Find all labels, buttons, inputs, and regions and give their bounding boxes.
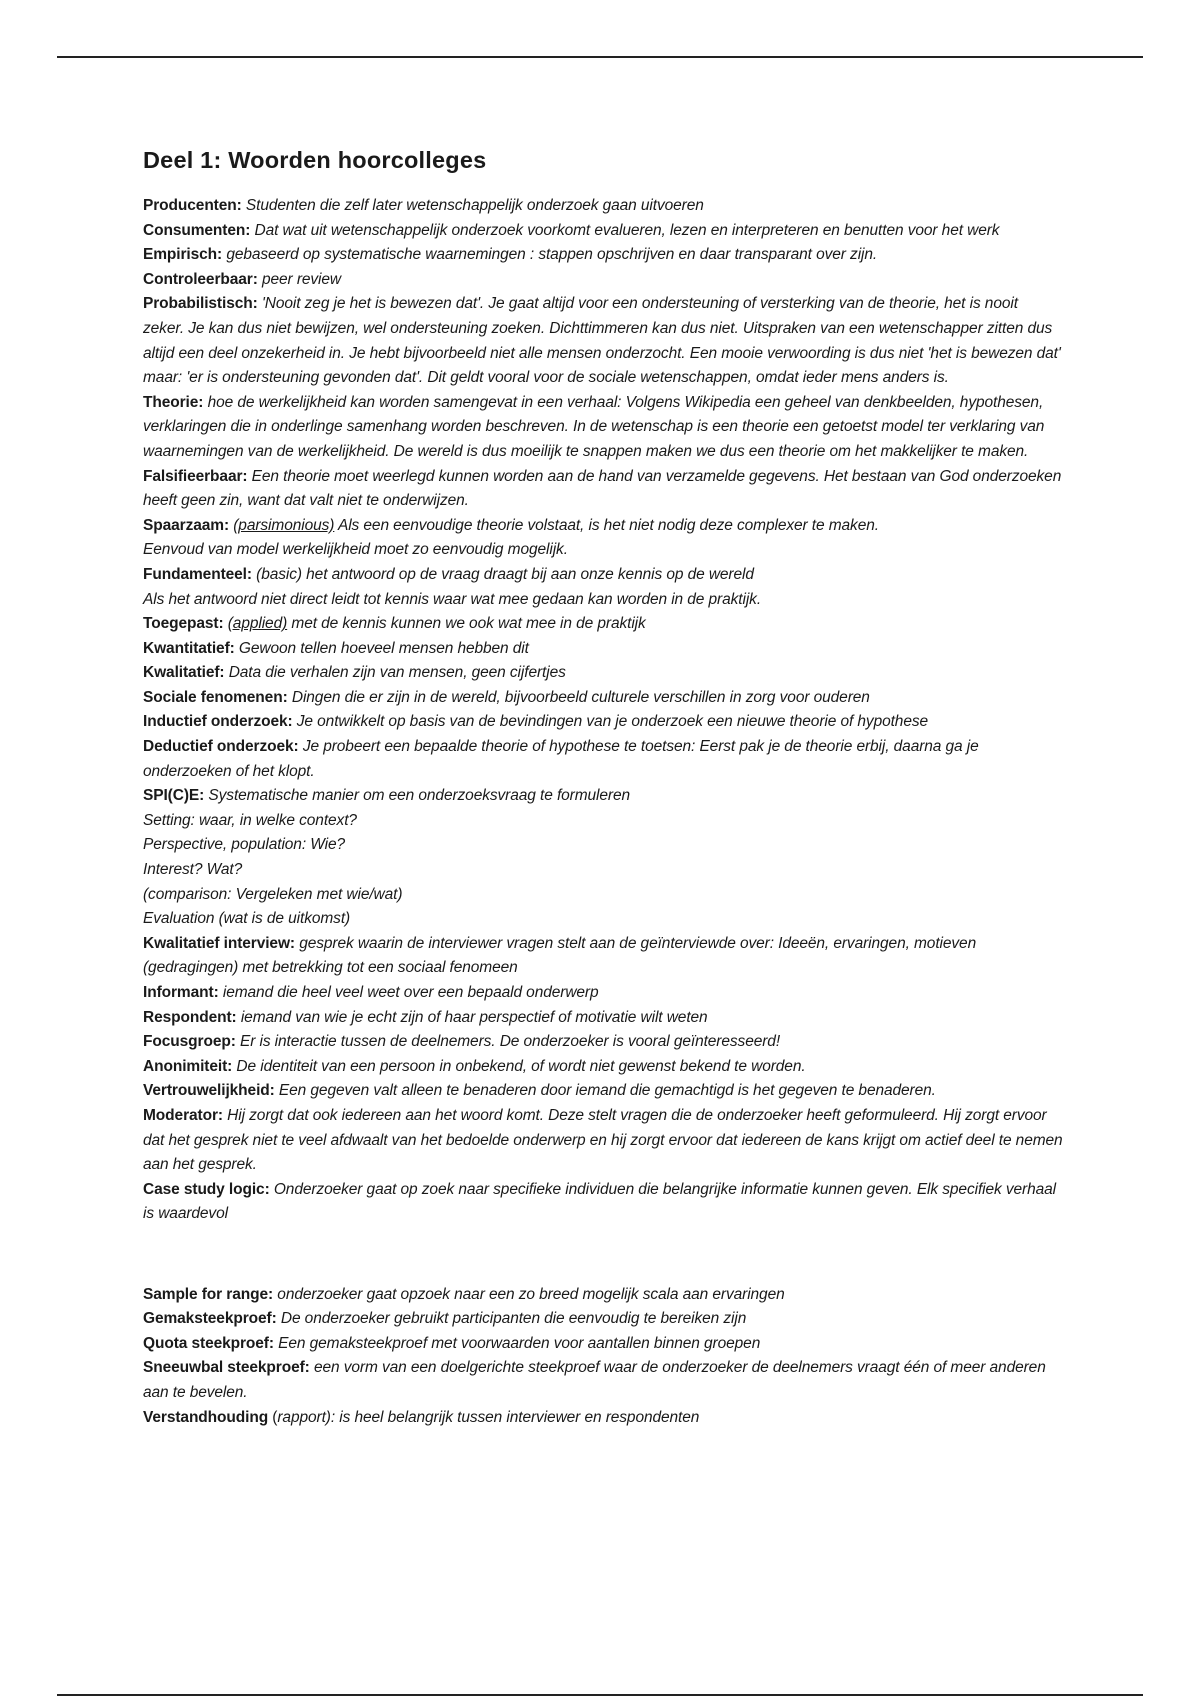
blank-line [143, 1242, 1063, 1267]
entry-term: Sample for range: [143, 1285, 274, 1303]
footer-rule [57, 1694, 1143, 1696]
entry-term: Empirisch: [143, 246, 223, 264]
entry-definition: iemand die heel veel weet over een bepaald onderwerp [218, 984, 599, 1001]
entry-definition: met de kennis kunnen we ook wat mee in de praktijk [287, 615, 646, 633]
entry-term: Kwalitatief: [143, 664, 225, 682]
glossary-entry [143, 784, 1063, 809]
entry-term: Quota steekproef: [143, 1334, 274, 1352]
glossary-entry [143, 1030, 1063, 1055]
entry-definition: Je ontwikkelt op basis van de bevindingen van je onderzoek een nieuwe theorie of hypothese [292, 713, 929, 731]
entry-term: Kwalitatief interview: [143, 934, 295, 952]
glossary-entry [143, 588, 1063, 613]
entry-definition: Als een eenvoudige theorie volstaat, is het niet nodig deze complexer te maken. [334, 516, 879, 534]
glossary-list [143, 194, 1063, 1430]
glossary-entry [143, 292, 1063, 390]
entry-definition: iemand van wie je echt zijn of haar perspectief of motivatie wilt weten [236, 1008, 708, 1026]
entry-definition: (basic) het antwoord op de vraag draagt bij aan onze kennis op de wereld [251, 565, 754, 583]
glossary-entry [143, 1332, 1063, 1357]
entry-term: Deductief onderzoek: [143, 738, 299, 756]
glossary-entry [143, 243, 1063, 268]
entry-definition: Eenvoud van model werkelijkheid moet zo eenvoudig mogelijk. [143, 541, 568, 559]
entry-definition: Er is interactie tussen de deelnemers. De onderzoeker is vooral geïnteresseerd! [235, 1033, 781, 1051]
entry-definition: peer review [257, 270, 342, 288]
page-title: Deel 1: Woorden hoorcolleges [143, 147, 487, 173]
entry-term: Producenten: [143, 197, 242, 214]
glossary-entry [143, 1006, 1063, 1031]
glossary-entry [143, 883, 1063, 908]
glossary-entry [143, 1356, 1063, 1405]
glossary-entry [143, 1079, 1063, 1104]
glossary-entry [143, 465, 1063, 514]
entry-term: Moderator: [143, 1106, 223, 1124]
entry-term: Spaarzaam: [143, 516, 230, 534]
entry-definition: (comparison: Vergeleken met wie/wat) [143, 885, 403, 903]
entry-definition: Systematische manier om een onderzoeksvraag te formuleren [204, 787, 631, 805]
entry-definition: Als het antwoord niet direct leidt tot kennis waar wat mee gedaan kan worden in de praktijk. [143, 590, 762, 608]
glossary-entry [143, 538, 1063, 563]
entry-definition: Interest? Wat? [143, 861, 243, 879]
entry-term: Case study logic: [143, 1180, 270, 1198]
entry-definition: gesprek waarin de interviewer vragen stelt aan de geïnterviewde over: Ideeën, ervaringen, motieven (gedragingen) met betrekking tot een sociaal fenomeen [143, 934, 977, 977]
glossary-entry [143, 735, 1063, 784]
entry-term: Toegepast: [143, 615, 224, 633]
entry-term: Consumenten: [143, 221, 251, 239]
entry-plain-text: ( [268, 1408, 278, 1426]
entry-term: Falsifieerbaar: [143, 467, 248, 485]
entry-definition: Een theorie moet weerlegd kunnen worden aan de hand van verzamelde gegevens. Het bestaan van God onderzoeken heeft geen zin, want dat valt niet te onderwijzen. [143, 467, 1062, 510]
entry-definition: Setting: waar, in welke context? [143, 811, 357, 829]
glossary-entry [143, 612, 1063, 637]
entry-term: Gemaksteekproef: [143, 1310, 277, 1328]
entry-term: Verstandhouding [143, 1408, 269, 1426]
glossary-entry [143, 858, 1063, 883]
entry-term: Anonimiteit: [143, 1057, 233, 1075]
entry-definition: 'Nooit zeg je het is bewezen dat'. Je gaat altijd voor een ondersteuning of versterking van de theorie, het is nooit zeker. Je kan dus niet bewijzen, wel ondersteuning zoeken. Dichttimmeren kan dus niet. Uitspraken van een wetenschapper zitten dus altijd een deel onzekerheid in. Je hebt bijvoorbeeld niet alle mensen onderzocht. Een mooie verwoording is dus niet 'het is bewezen dat' maar: 'er is ondersteuning gevonden dat'. Dit geldt vooral voor de sociale wetenschappen, omdat ieder mens anders is. [143, 295, 1061, 387]
glossary-entry [143, 219, 1063, 244]
glossary-entry [143, 563, 1063, 588]
glossary-entry [143, 1307, 1063, 1332]
entry-definition: hoe de werkelijkheid kan worden samengevat in een verhaal: Volgens Wikipedia een geheel van denkbeelden, hypothesen, verklaringen die in onderlinge samenhang worden beschreven. In de wetenschap is een theorie een getoetst model ter verklaring van waarnemingen van de werkelijkheid. De wereld is dus moeilijk te snappen maken we dus een theorie om het makkelijker te maken. [143, 393, 1045, 460]
entry-term: Focusgroep: [143, 1033, 236, 1051]
entry-definition: Hij zorgt dat ook iedereen aan het woord komt. Deze stelt vragen die de onderzoeker heeft geformuleerd. Hij zorgt ervoor dat het gesprek niet te veel afdwaalt van het bedoelde onderwerp en hij zorgt ervoor dat iedereen de kans krijgt om actief deel te nemen aan het gesprek. [143, 1106, 1063, 1174]
glossary-entry [143, 1178, 1063, 1227]
entry-term-translation: (parsimonious) [233, 516, 335, 534]
entry-term: Fundamenteel: [143, 565, 252, 583]
glossary-entry [143, 686, 1063, 711]
entry-definition: Een gegeven valt alleen te benaderen door iemand die gemachtigd is het gegeven te benaderen. [274, 1082, 936, 1100]
glossary-entry [143, 710, 1063, 735]
entry-definition: gebaseerd op systematische waarnemingen : stappen opschrijven en daar transparant over zijn. [222, 246, 878, 264]
glossary-entry [143, 932, 1063, 981]
entry-term: Kwantitatief: [143, 639, 235, 657]
entry-definition: rapport): is heel belangrijk tussen interviewer en respondenten [277, 1408, 700, 1426]
entry-definition: Perspective, population: Wie? [143, 836, 346, 854]
glossary-entry [143, 981, 1063, 1006]
glossary-entry [143, 661, 1063, 686]
glossary-entry [143, 268, 1063, 293]
entry-term: SPI(C)E: [143, 787, 205, 805]
entry-definition: een vorm van een doelgerichte steekproef waar de onderzoeker de deelnemers vraagt één of meer anderen aan te bevelen. [143, 1359, 1046, 1401]
glossary-entry [143, 809, 1063, 834]
glossary-entry [143, 637, 1063, 662]
entry-definition: De onderzoeker gebruikt participanten die eenvoudig te bereiken zijn [276, 1310, 747, 1328]
entry-term: Respondent: [143, 1008, 237, 1026]
glossary-entry [143, 1283, 1063, 1308]
entry-term: Inductief onderzoek: [143, 713, 293, 731]
glossary-entry [143, 514, 1063, 539]
entry-term: Probabilistisch: [143, 295, 258, 313]
entry-definition: De identiteit van een persoon in onbekend, of wordt niet gewenst bekend te worden. [232, 1057, 806, 1075]
entry-definition: Gewoon tellen hoeveel mensen hebben dit [234, 639, 529, 657]
entry-definition: onderzoeker gaat opzoek naar een zo breed mogelijk scala aan ervaringen [273, 1285, 785, 1303]
glossary-entry [143, 1055, 1063, 1080]
glossary-entry [143, 833, 1063, 858]
document-body [143, 142, 1063, 1430]
entry-term-translation: (applied) [227, 615, 288, 633]
glossary-entry [143, 194, 1063, 219]
glossary-entry [143, 1104, 1063, 1178]
entry-definition: Evaluation (wat is de uitkomst) [143, 910, 351, 928]
entry-definition: Dingen die er zijn in de wereld, bijvoorbeeld culturele verschillen in zorg voor ouderen [287, 688, 870, 706]
entry-term: Controleerbaar: [143, 270, 258, 288]
entry-term: Informant: [143, 984, 219, 1001]
entry-term: Vertrouwelijkheid: [143, 1082, 275, 1100]
header-rule [57, 56, 1143, 58]
entry-definition: Data die verhalen zijn van mensen, geen cijfertjes [224, 664, 566, 682]
entry-definition: Dat wat uit wetenschappelijk onderzoek voorkomt evalueren, lezen en interpreteren en benutten voor het werk [250, 221, 1000, 239]
entry-definition: Een gemaksteekproef met voorwaarden voor aantallen binnen groepen [273, 1334, 761, 1352]
entry-term: Theorie: [143, 393, 204, 411]
glossary-entry [143, 391, 1063, 465]
entry-term: Sociale fenomenen: [143, 688, 288, 706]
entry-definition: Je probeert een bepaalde theorie of hypothese te toetsen: Eerst pak je de theorie erbij, daarna ga je onderzoeken of het klopt. [143, 738, 979, 780]
entry-term: Sneeuwbal steekproef: [143, 1359, 310, 1377]
glossary-entry [143, 1406, 1063, 1431]
entry-definition: Onderzoeker gaat op zoek naar specifieke individuen die belangrijke informatie kunnen geven. Elk specifiek verhaal is waardevol [143, 1180, 1057, 1223]
entry-definition: Studenten die zelf later wetenschappelijk onderzoek gaan uitvoeren [241, 197, 704, 214]
glossary-entry [143, 907, 1063, 932]
